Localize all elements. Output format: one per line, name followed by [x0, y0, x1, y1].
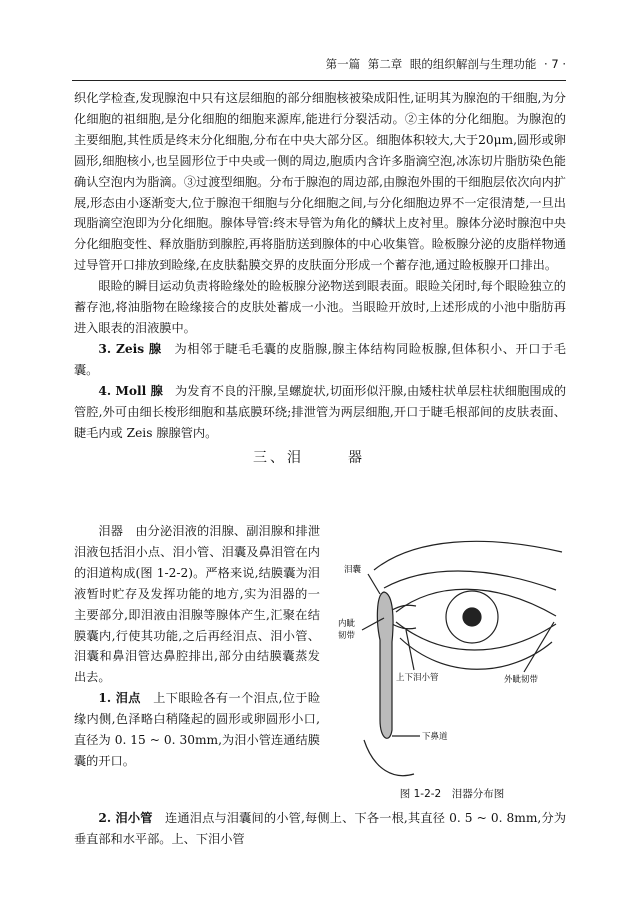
lacrimal-heading: 泪器 [98, 524, 124, 538]
label-sac: 泪囊 [344, 565, 362, 575]
paragraph-canaliculus [74, 808, 566, 850]
leader-canal [406, 630, 414, 670]
paragraph-zeis [74, 339, 566, 381]
punctum-heading: 1. 泪点 [98, 691, 141, 706]
label-lateral: 外眦韧带 [504, 675, 539, 685]
eyebrow-line [374, 541, 562, 570]
moll-heading: 4. Moll 腺 [98, 383, 163, 398]
punctum-text: 上下眼睑各有一个泪点,位于睑缘内侧,色泽略白稍隆起的圆形或卵圆形小口,直径为 0. 15 ~ 0. 30mm,为泪小管连通结膜囊的开口。 [74, 691, 321, 768]
paragraph-blink: 眼睑的瞬目运动负责将睑缘处的睑板腺分泌物送到眼表面。眼睑关闭时,每个眼睑独立的蓄存池,将油脂物在睑缘接合的皮肤处蓄成一小池。当眼睑开放时,上述形成的小池中脂肪再进入眼表的泪液膜中。 [74, 279, 566, 335]
lower-canaliculus [392, 624, 416, 629]
header-chapter: 第二章 [367, 57, 403, 71]
section-number: 三、 [253, 450, 287, 467]
left-column-text [74, 521, 320, 772]
main-text [74, 88, 566, 473]
bottom-text [74, 808, 566, 850]
leader-lateral [524, 622, 554, 672]
zeis-text: 为相邻于睫毛毛囊的皮脂腺,腺主体结构同睑板腺,但体积小、开口于毛囊。 [74, 341, 566, 377]
pupil-icon [463, 608, 481, 626]
header-title: 眼的组织解剖与生理功能 [409, 57, 537, 71]
running-header [72, 56, 566, 81]
zeis-heading: 3. Zeis 腺 [98, 341, 162, 356]
figure-caption: 图 1-2-2 泪器分布图 [399, 788, 505, 800]
lacrimal-text: 由分泌泪液的泪腺、副泪腺和排泄泪液包括泪小点、泪小管、泪囊及鼻泪管在内的泪道构成(图 1-2-2)。严格来说,结膜囊为泪液暂时贮存及发挥功能的地方,实为泪器的一主要部分,即泪液由泪腺等腺体产生,汇聚在结膜囊内,行使其功能,之后再经泪点、泪小管、泪囊和鼻泪管达鼻腔排出,部分由结膜囊蒸发出去。 [74, 524, 321, 685]
label-medial-2: 韧带 [338, 631, 356, 641]
header-page-number: · 7 · [544, 57, 566, 71]
canaliculus-text: 连通泪点与泪囊间的小管,每侧上、下各一根,其直径 0. 5 ~ 0. 8mm,分为垂直部和水平部。上、下泪小管 [74, 811, 567, 846]
paragraph-lacrimal [74, 521, 320, 688]
paragraph-moll [74, 381, 566, 444]
lacrimal-figure [334, 530, 570, 792]
label-medial-1: 内眦 [338, 619, 356, 629]
moll-text: 为发育不良的汗腺,呈螺旋状,切面形似汗腺,由矮柱状单层柱状细胞围成的管腔,外可由细长梭形细胞和基底膜环绕;排泄管为两层细胞,开口于睫毛根部间的皮肤表面、睫毛内或 Zeis 腺腺管内。 [74, 383, 567, 440]
upper-canaliculus [392, 605, 416, 610]
section-heading [74, 448, 566, 469]
lacrimal-sac-icon [377, 592, 393, 738]
section-char-1: 泪 [287, 450, 304, 467]
label-canaliculus: 上下泪小管 [396, 673, 439, 683]
leader-sac [368, 574, 380, 594]
lower-eyelid [396, 622, 556, 650]
upper-lid-fold [384, 571, 556, 590]
section-char-2: 器 [348, 450, 365, 467]
nose-outline [364, 740, 414, 776]
paragraph-cell-types: 织化学检查,发现腺泡中只有这层细胞的部分细胞核被染成阳性,证明其为腺泡的干细胞,为分化细胞的祖细胞,是分化细胞的细胞来源库,能进行分裂活动。②主体的分化细胞。为腺泡的主要细胞,其性质是终末分化细胞,分布在中央大部分区。细胞体积较大,大于20μm,圆形或卵圆形,细胞核小,也呈圆形位于中央或一侧的周边,胞质内含许多脂滴空泡,冰冻切片脂肪染色能确认空泡内为脂滴。③过渡型细胞。分布于腺泡的周边部,由腺泡外围的干细胞层依次向内扩展,形态由小逐渐变大,位于腺泡干细胞与分化细胞之间,与分化细胞边界不一定很清楚,一旦出现脂滴空泡即为分化细胞。腺体导管:终末导管为角化的鳞状上皮衬里。腺体分泌时腺泡中央分化细胞变性、释放脂肪到腺腔,再将脂肪送到腺体的中心收集管。睑板腺分泌的皮脂样物通过导管开口排放到睑缘,在皮肤黏膜交界的皮肤面分形成一个蓄存池,通过睑板腺开口排出。 [74, 91, 566, 273]
canaliculus-heading: 2. 泪小管 [98, 811, 153, 825]
header-part: 第一篇 [325, 57, 361, 71]
label-duct: 下鼻道 [422, 732, 448, 742]
paragraph-punctum [74, 688, 320, 772]
